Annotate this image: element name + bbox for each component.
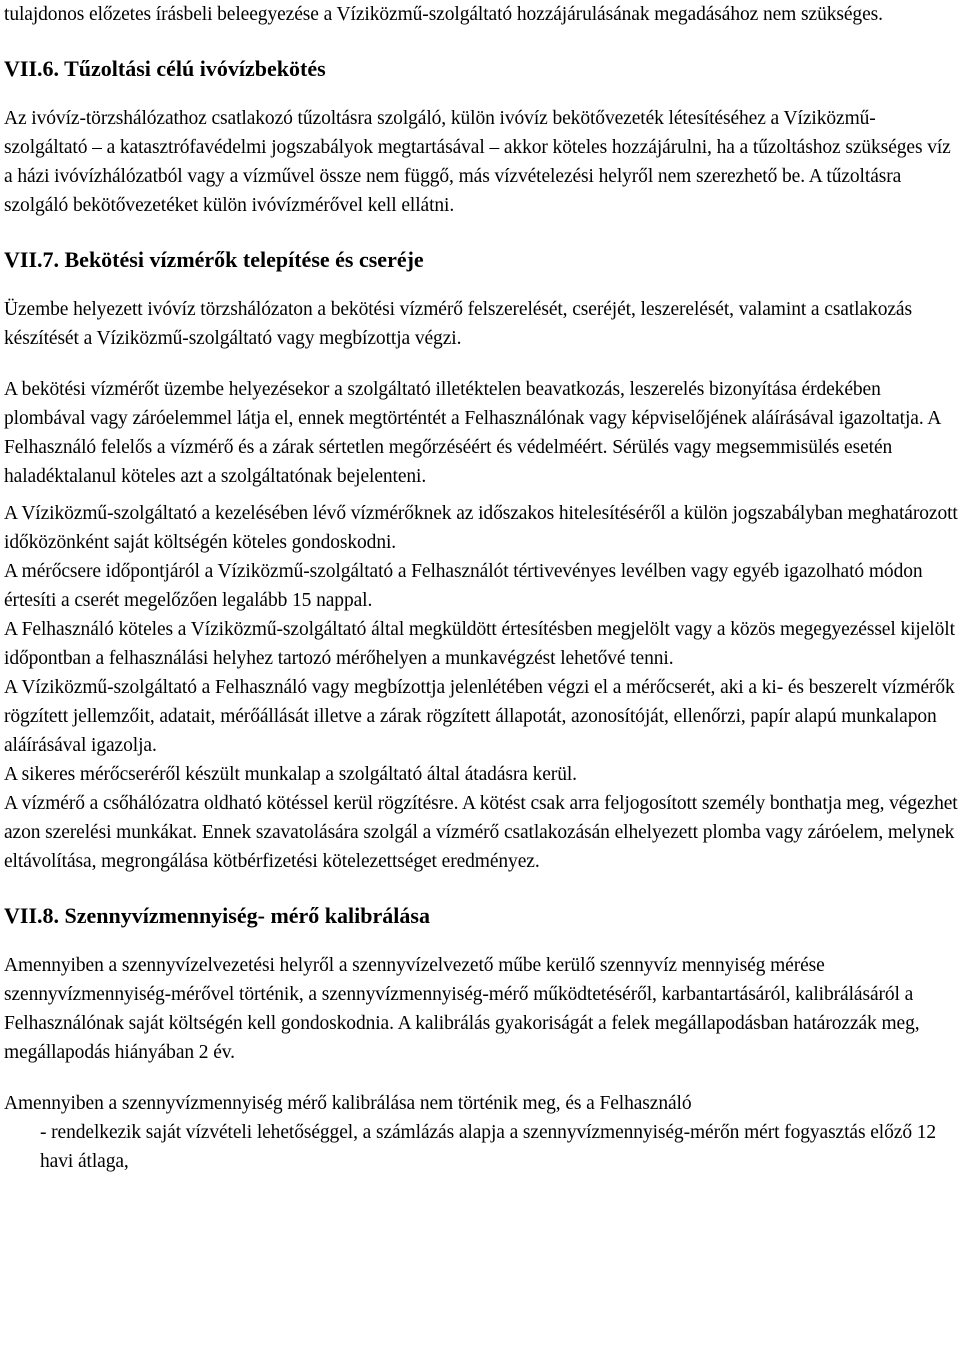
- paragraph: Amennyiben a szennyvízelvezetési helyről a szennyvízelvezető műbe kerülő szennyvíz mennyiség mérése szennyvízmennyiség-mérővel történik, a szennyvízmennyiség-mérő működtetéséről, karbantartásáról, kalibrálásáról a Felhasználónak saját költségén kell gondoskodnia. A kalibrálás gyakoriságát a felek megállapodásban határozzák meg, megállapodás hiányában 2 év.: [4, 955, 920, 1063]
- paragraph: Amennyiben a szennyvízmennyiség mérő kalibrálása nem történik meg, és a Felhasználó: [4, 1093, 692, 1114]
- paragraph: A sikeres mérőcseréről készült munkalap a szolgáltató által átadásra kerül.: [4, 764, 577, 785]
- paragraph: A Felhasználó köteles a Víziközmű-szolgáltató által megküldött értesítésben megjelölt vagy a közös megegyezéssel kijelölt időpontban a felhasználási helyhez tartozó mérőhelyen a munkavégzést lehetővé tenni.: [4, 619, 955, 669]
- paragraph: Üzembe helyezett ivóvíz törzshálózaton a bekötési vízmérő felszerelését, cseréjét, leszerelését, valamint a csatlakozás készítését a Víziközmű-szolgáltató vagy megbízottja végzi.: [4, 299, 912, 349]
- document-page: [4, 0, 958, 1176]
- list-item: - rendelkezik saját vízvételi lehetőséggel, a számlázás alapja a szennyvízmennyiség-mérőn mért fogyasztás előző 12 havi átlaga,: [40, 1122, 937, 1172]
- paragraph: Az ivóvíz-törzshálózathoz csatlakozó tűzoltásra szolgáló, külön ivóvíz bekötővezeték létesítéséhez a Víziközmű-szolgáltató – a katasztrófavédelmi jogszabályok megtartásával – akkor köteles hozzájárulni, ha a tűzoltáshoz szükséges víz a házi ivóvízhálózatból vagy a vízművel össze nem függő, más vízvételezési helyről nem szerezhető be. A tűzoltásra szolgáló bekötővezetéket külön ivóvízmérővel kell ellátni.: [4, 108, 951, 216]
- paragraph: A bekötési vízmérőt üzembe helyezésekor a szolgáltató illetéktelen beavatkozás, leszerelés bizonyítása érdekében plombával vagy záróelemmel látja el, ennek megtörténtét a Felhasználónak vagy képviselőjének aláírásával igazoltatja. A Felhasználó felelős a vízmérő és a zárak sértetlen megőrzéséért és védelméért. Sérülés vagy megsemmisülés esetén haladéktalanul köteles azt a szolgáltatónak bejelenteni.: [4, 379, 941, 487]
- paragraph: A Víziközmű-szolgáltató a Felhasználó vagy megbízottja jelenlétében végzi el a mérőcserét, aki a ki- és beszerelt vízmérők rögzített jellemzőit, adatait, mérőállását illetve a zárak rögzített állapotát, azonosítóját, ellenőrzi, papír alapú munkalapon aláírásával igazolja.: [4, 677, 955, 756]
- section-heading-vii-7: VII.7. Bekötési vízmérők telepítése és cseréje: [4, 247, 424, 272]
- paragraph: A Víziközmű-szolgáltató a kezelésében lévő vízmérőknek az időszakos hitelesítéséről a külön jogszabályban meghatározott időközönként saját költségén köteles gondoskodni.: [4, 503, 958, 553]
- section-heading-vii-8: VII.8. Szennyvízmennyiség- mérő kalibrálása: [4, 903, 430, 928]
- section-heading-vii-6: VII.6. Tűzoltási célú ivóvízbekötés: [4, 56, 326, 81]
- intro-paragraph: tulajdonos előzetes írásbeli beleegyezése a Víziközmű-szolgáltató hozzájárulásának megadásához nem szükséges.: [4, 4, 883, 25]
- paragraph: A vízmérő a csőhálózatra oldható kötéssel kerül rögzítésre. A kötést csak arra feljogosított személy bonthatja meg, végezhet azon szerelési munkákat. Ennek szavatolására szolgál a vízmérő csatlakozásán elhelyezett plomba vagy záróelem, melynek eltávolítása, megrongálása kötbérfizetési kötelezettséget eredményez.: [4, 793, 958, 872]
- paragraph: A mérőcsere időpontjáról a Víziközmű-szolgáltató a Felhasználót tértivevényes levélben vagy egyéb igazolható módon értesíti a cserét megelőzően legalább 15 nappal.: [4, 561, 923, 611]
